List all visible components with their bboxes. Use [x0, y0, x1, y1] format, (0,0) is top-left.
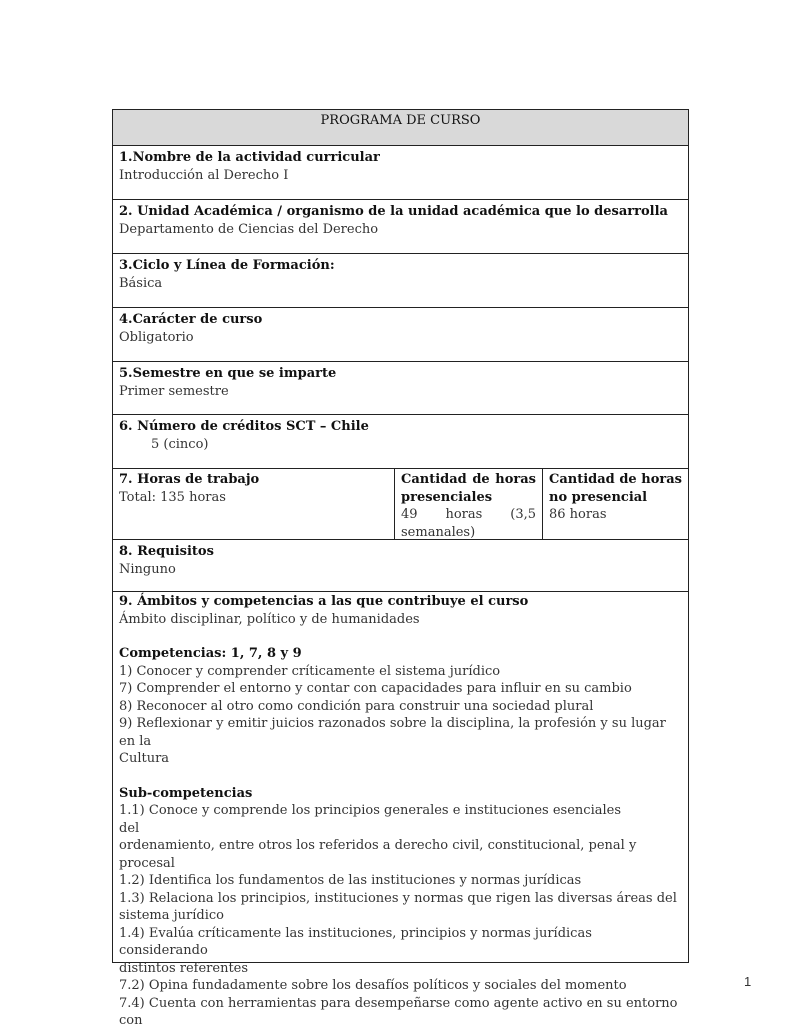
section-5-value: Primer semestre [119, 383, 229, 399]
competencias-list [119, 663, 682, 768]
list-item: ordenamiento, entre otros los referidos a derecho civil, constitucional, penal y procesal [119, 838, 637, 871]
list-item: distintos referentes [119, 960, 249, 976]
list-item: 1.3) Relaciona los principios, instituciones y normas que rigen las diversas áreas del [119, 890, 677, 906]
no-presencial-value: 86 horas [549, 507, 607, 522]
section-6-value: 5 (cinco) [151, 436, 209, 452]
section-5-heading: 5.Semestre en que se imparte [119, 366, 337, 381]
section-7-heading: 7. Horas de trabajo [119, 472, 260, 487]
section-credits [113, 414, 688, 468]
list-item: del [119, 820, 140, 836]
section-3-heading: 3.Ciclo y Línea de Formación: [119, 258, 335, 273]
presencial-hours-cell [395, 469, 543, 539]
work-hours-total-cell [113, 469, 395, 539]
list-item: Cultura [119, 751, 170, 766]
list-item: 7) Comprender el entorno y contar con capacidades para influir en su cambio [119, 681, 632, 696]
section-8-value: Ninguno [119, 561, 176, 577]
program-title-row [113, 110, 688, 145]
section-work-hours [113, 468, 688, 539]
section-2-heading: 2. Unidad Académica / organismo de la unidad académica que lo desarrolla [119, 204, 668, 219]
presencial-value-line1: 49 horas (3,5 [401, 507, 536, 522]
course-program-table [112, 109, 689, 1028]
section-2-value: Departamento de Ciencias del Derecho [119, 221, 379, 237]
page-number: 1 [744, 974, 752, 989]
section-9-heading: 9. Ámbitos y competencias a las que contribuye el curso [119, 594, 529, 609]
section-cycle [113, 253, 688, 307]
competencias-heading: Competencias: 1, 7, 8 y 9 [119, 646, 302, 661]
list-item: 9) Reflexionar y emitir juicios razonados sobre la disciplina, la profesión y su lugar en la [119, 716, 666, 749]
section-academic-unit [113, 199, 688, 253]
section-4-heading: 4.Carácter de curso [119, 312, 263, 327]
section-9-ambito: Ámbito disciplinar, político y de humanidades [119, 611, 420, 627]
section-1-heading: 1.Nombre de la actividad curricular [119, 150, 380, 165]
list-item: 1.4) Evalúa críticamente las instituciones, principios y normas jurídicas considerando [119, 925, 592, 958]
section-3-value: Básica [119, 275, 163, 291]
section-7-total: Total: 135 horas [119, 489, 226, 505]
list-item: 7.4) Cuenta con herramientas para desempeñarse como agente activo en su entorno con [119, 995, 678, 1028]
section-competencies [113, 591, 688, 1028]
section-4-value: Obligatorio [119, 329, 194, 345]
section-requirements [113, 539, 688, 591]
presencial-heading: Cantidad de horas presenciales [401, 472, 536, 505]
section-semester [113, 361, 688, 414]
no-presencial-hours-cell [543, 469, 688, 539]
list-item: 1.1) Conoce y comprende los principios generales e instituciones esenciales [119, 803, 622, 818]
list-item: 8) Reconocer al otro como condición para construir una sociedad plural [119, 698, 594, 714]
subcompetencias-heading: Sub-competencias [119, 785, 253, 801]
list-item: sistema jurídico [119, 908, 224, 923]
section-1-value: Introducción al Derecho I [119, 167, 289, 183]
section-6-heading: 6. Número de créditos SCT – Chile [119, 419, 369, 434]
list-item: 1.2) Identifica los fundamentos de las instituciones y normas jurídicas [119, 873, 582, 888]
presencial-value-line2: semanales) [401, 524, 476, 540]
section-activity-name [113, 145, 688, 199]
list-item: 1) Conocer y comprender críticamente el sistema jurídico [119, 663, 501, 679]
section-8-heading: 8. Requisitos [119, 544, 214, 559]
subcompetencias-list [119, 802, 682, 1030]
section-course-character [113, 307, 688, 361]
program-title: PROGRAMA DE CURSO [320, 113, 481, 128]
list-item: 7.2) Opina fundadamente sobre los desafíos políticos y sociales del momento [119, 978, 627, 993]
no-presencial-heading: Cantidad de horas no presencial [549, 472, 682, 505]
